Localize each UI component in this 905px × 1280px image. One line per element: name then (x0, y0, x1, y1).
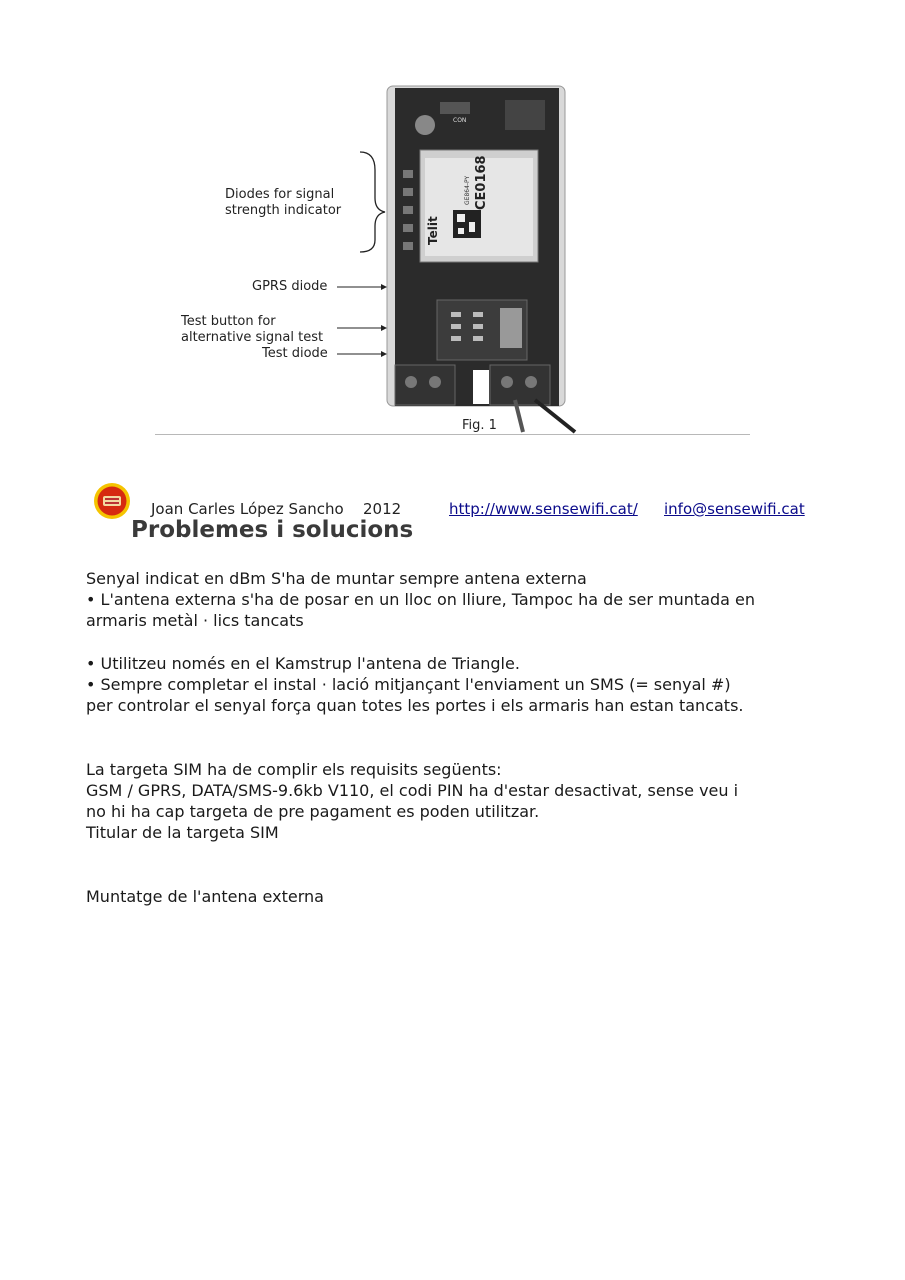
circuit-board-photo (155, 80, 750, 440)
module-model: GE864-PY (464, 175, 471, 205)
callout-test-button-line2: alternative signal test (181, 330, 324, 345)
device-figure (155, 80, 750, 440)
figure-divider (155, 434, 750, 435)
text-line: Muntatge de l'antena externa (86, 887, 324, 906)
module-brand: Telit (426, 216, 440, 245)
paragraph-antenna (86, 568, 846, 631)
text-line: • L'antena externa s'ha de posar en un lloc on lliure, Tampoc ha de ser muntada en (86, 590, 756, 609)
author-name: Joan Carles López Sancho (151, 500, 344, 518)
callout-diodes-line2: strength indicator (225, 203, 342, 218)
text-line: per controlar el senyal força quan totes les portes i els armaris han estan tancats. (86, 696, 744, 715)
page-title: Problemes i solucions (131, 517, 414, 543)
text-line: • Utilitzeu només en el Kamstrup l'antena de Triangle. (86, 654, 520, 673)
paragraph-usage (86, 653, 846, 716)
paragraph-sim-requirements (86, 759, 846, 843)
email-link[interactable]: info@sensewifi.cat (664, 500, 805, 518)
text-line: • Sempre completar el instal · lació mitjançant l'enviament un SMS (= senyal #) (86, 675, 731, 694)
text-line: Senyal indicat en dBm S'ha de muntar sempre antena externa (86, 569, 587, 588)
text-line: armaris metàl · lics tancats (86, 611, 304, 630)
paragraph-external-antenna (86, 886, 846, 907)
figure-caption: Fig. 1 (462, 418, 497, 433)
callout-diodes-line1: Diodes for signal (225, 187, 335, 202)
sensewifi-logo-icon (93, 482, 131, 520)
text-line: no hi ha cap targeta de pre pagament es poden utilitzar. (86, 802, 540, 821)
callout-gprs-diode: GPRS diode (252, 279, 328, 294)
module-ce-mark: CE0168 (474, 155, 489, 210)
text-line: GSM / GPRS, DATA/SMS-9.6kb V110, el codi PIN ha d'estar desactivat, sense veu i (86, 781, 739, 800)
con-label: CON (453, 117, 467, 124)
text-line: Titular de la targeta SIM (86, 823, 279, 842)
text-line: La targeta SIM ha de complir els requisits següents: (86, 760, 502, 779)
year: 2012 (363, 500, 402, 518)
website-link[interactable]: http://www.sensewifi.cat/ (449, 500, 638, 518)
callout-test-button-line1: Test button for (181, 314, 276, 329)
callout-test-diode: Test diode (262, 346, 328, 361)
